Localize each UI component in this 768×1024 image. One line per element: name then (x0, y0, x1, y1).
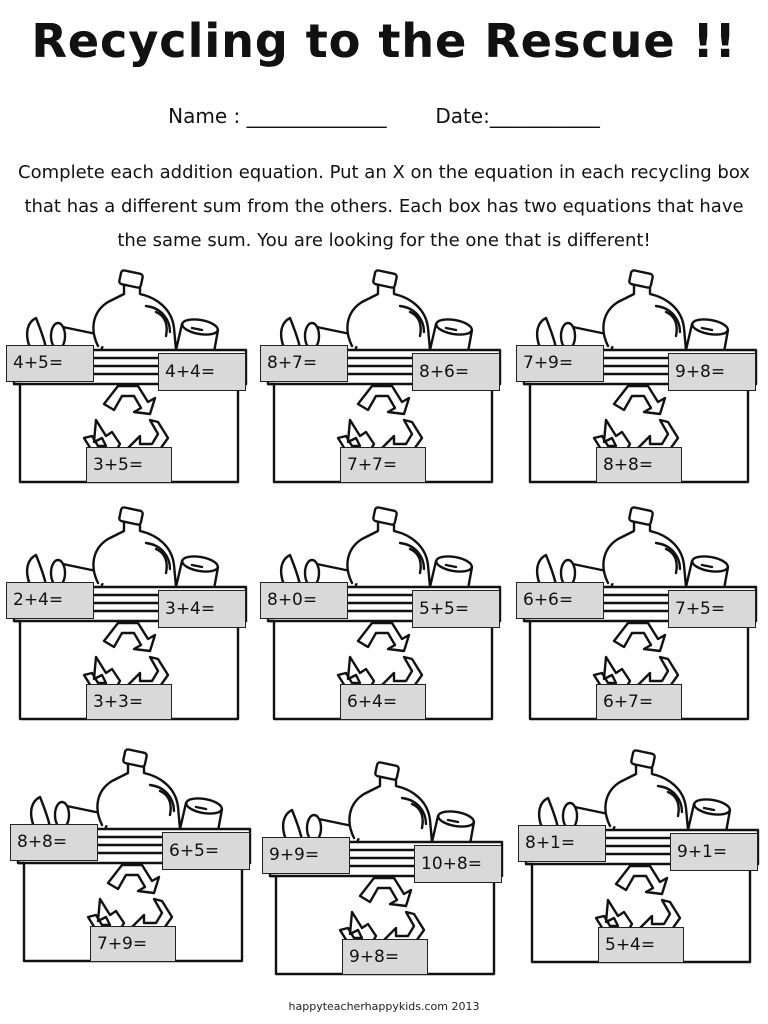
equation-box-right[interactable]: 4+4= (158, 353, 246, 391)
equation-box-left[interactable]: 4+5= (6, 345, 94, 382)
equation-box-left[interactable]: 2+4= (6, 582, 94, 619)
equation-box-bottom[interactable]: 3+3= (86, 684, 172, 720)
recycling-bin-2 (260, 266, 504, 498)
equation-box-right[interactable]: 8+6= (412, 353, 500, 391)
equation-box-left[interactable]: 6+6= (516, 582, 604, 619)
equation-box-right[interactable]: 3+4= (158, 590, 246, 628)
instruction-line: the same sum. You are looking for the one that is different! (117, 230, 651, 251)
recycling-bin-3 (516, 266, 760, 498)
recycling-bin-5 (260, 503, 504, 735)
equation-box-left[interactable]: 8+1= (518, 825, 606, 862)
recycling-bin-8 (262, 758, 506, 990)
equation-box-left[interactable]: 8+7= (260, 345, 348, 382)
equation-box-left[interactable]: 8+8= (10, 824, 98, 861)
equation-box-bottom[interactable]: 9+8= (342, 939, 428, 975)
equation-box-bottom[interactable]: 8+8= (596, 447, 682, 483)
equation-box-bottom[interactable]: 3+5= (86, 447, 172, 483)
equation-box-right[interactable]: 6+5= (162, 832, 250, 870)
equation-box-right[interactable]: 9+8= (668, 353, 756, 391)
instruction-line: that has a different sum from the others. Each box has two equations that have (24, 196, 744, 217)
footer-credit: happyteacherhappykids.com 2013 (288, 1000, 480, 1013)
equation-box-bottom[interactable]: 5+4= (598, 927, 684, 963)
name-field[interactable]: Name : ______________ (168, 104, 387, 128)
equation-box-right[interactable]: 7+5= (668, 590, 756, 628)
recycling-bin-4 (6, 503, 250, 735)
recycling-bin-9 (518, 746, 762, 978)
equation-box-left[interactable]: 9+9= (262, 837, 350, 874)
equation-box-left[interactable]: 8+0= (260, 582, 348, 619)
recycling-bin-7 (10, 745, 254, 977)
equation-box-bottom[interactable]: 6+4= (340, 684, 426, 720)
instructions (10, 156, 758, 258)
recycling-bin-6 (516, 503, 760, 735)
date-field[interactable]: Date:___________ (435, 104, 600, 128)
equation-box-right[interactable]: 5+5= (412, 590, 500, 628)
equation-box-bottom[interactable]: 7+9= (90, 926, 176, 962)
equation-box-bottom[interactable]: 6+7= (596, 684, 682, 720)
equation-box-right[interactable]: 9+1= (670, 833, 758, 871)
equation-box-right[interactable]: 10+8= (414, 845, 502, 883)
instruction-line: Complete each addition equation. Put an X on the equation in each recycling box (18, 162, 750, 183)
equation-box-left[interactable]: 7+9= (516, 345, 604, 382)
equation-box-bottom[interactable]: 7+7= (340, 447, 426, 483)
name-date-line (0, 104, 768, 128)
page-title: Recycling to the Rescue !! (31, 14, 737, 68)
recycling-bin-1 (6, 266, 250, 498)
